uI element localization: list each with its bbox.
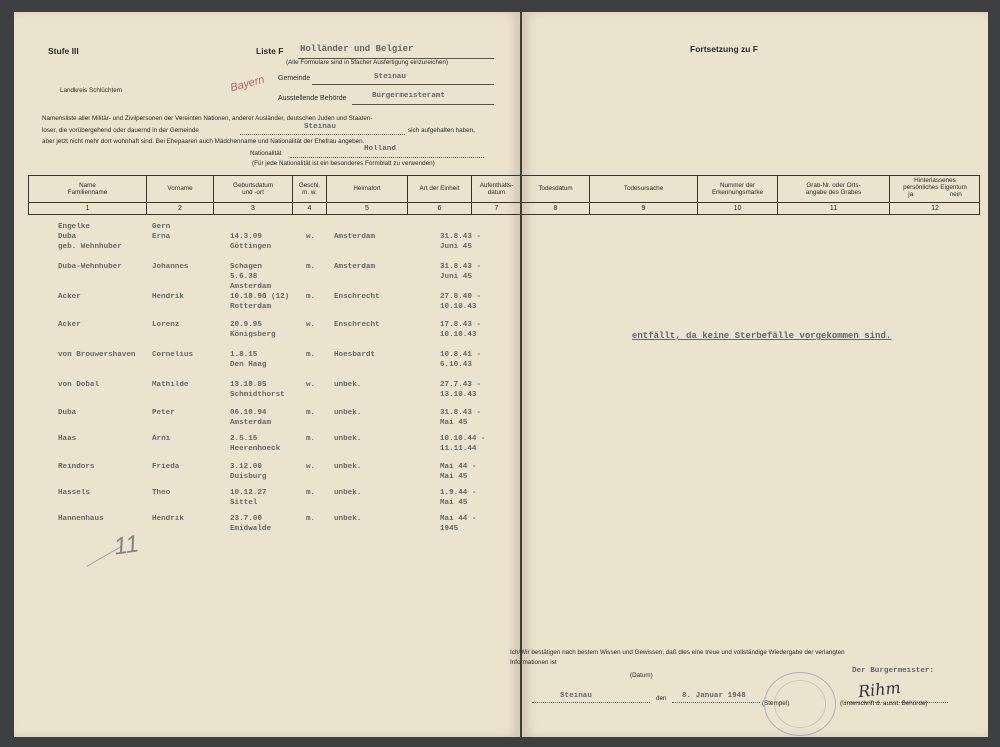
- row-familienname: Reindors: [58, 463, 95, 471]
- row-geschlecht: m.: [306, 515, 316, 523]
- row-familienname: Haas: [58, 435, 77, 443]
- row-aufenthaltsdatum: 31.8.43 - Mai 45: [440, 409, 482, 427]
- row-vorname: Arni: [152, 435, 171, 443]
- row-heimatort: Enschrecht: [334, 321, 380, 329]
- row-aufenthaltsdatum: 31.8.43 - Juni 45: [440, 263, 482, 281]
- row-geschlecht: w.: [306, 233, 316, 241]
- remark-no-deaths: entfällt, da keine Sterbefälle vorgekommen sind.: [632, 331, 892, 341]
- row-familienname: von Brouwershaven: [58, 351, 136, 359]
- row-geburtsdatum: 06.10.94 Amsterdam: [230, 409, 272, 427]
- colnum-6: 6: [408, 203, 472, 214]
- behoerde-label: Ausstellende Behörde: [278, 95, 347, 102]
- row-aufenthaltsdatum: 27.8.40 - 10.10.43: [440, 293, 482, 311]
- left-column-numbers: [28, 202, 520, 215]
- den-label: den: [656, 695, 667, 702]
- header-familienname: Name Familienname: [29, 176, 147, 202]
- table-row: [14, 380, 520, 410]
- header-eigentum: Hinterlassenes persönliches Eigentum ja nein: [903, 177, 967, 199]
- unterschrift-label: (Unterschrift d. ausst. Behörde): [840, 700, 928, 707]
- row-aufenthaltsdatum: 10.10.44 - 11.11.44: [440, 435, 486, 453]
- row-geburtsdatum: 14.3.09 Göttingen: [230, 233, 272, 251]
- signer-title: Der Bürgermeister:: [852, 667, 935, 675]
- formular-note: (Alle Formulare sind in 5facher Ausfertigung einzureichen): [286, 59, 449, 66]
- table-row: [14, 222, 520, 252]
- row-geburtsdatum: 13.10.85 Schmidthorst: [230, 381, 285, 399]
- para-line-1: Namensliste aller Militär- und Zivilpersonen der Vereinten Nationen, anderer Ausländer, deutschen Juden und Staaten-: [42, 115, 373, 122]
- stempel-label: (Stempel): [762, 700, 790, 707]
- colnum-2: 2: [147, 203, 214, 214]
- colnum-1: 1: [29, 203, 147, 214]
- landkreis-label: Landkreis Schlüchtern: [60, 87, 123, 94]
- row-aufenthaltsdatum: 10.8.41 - 6.10.43: [440, 351, 482, 369]
- row-geburtsdatum: Schagen 5.6.38 Amsterdam: [230, 263, 272, 291]
- row-geburtsdatum: 3.12.00 Duisburg: [230, 463, 267, 481]
- row-vorname: Johannes: [152, 263, 189, 271]
- row-geburtsdatum: 23.7.00 Emidwalde: [230, 515, 272, 533]
- row-geburtsdatum: 10.10.90 (12) Rotterdam: [230, 293, 290, 311]
- row-geburtsdatum: 10.12.27 Sittel: [230, 489, 267, 507]
- row-geburtsdatum: 1.8.15 Den Haag: [230, 351, 267, 369]
- datum-label: (Datum): [630, 672, 653, 679]
- colnum-7: 7: [494, 205, 499, 212]
- gemeinde-value: Steinau: [374, 73, 406, 81]
- gemeinde-label: Gemeinde: [278, 75, 311, 82]
- right-page: [510, 12, 988, 737]
- row-aufenthaltsdatum: 31.8.43 - Juni 45: [440, 233, 482, 251]
- row-familienname: Acker: [58, 321, 81, 329]
- row-heimatort: unbek.: [334, 489, 362, 497]
- header-einheit: Art der Einheit: [408, 176, 472, 202]
- row-vorname: Hendrik: [152, 293, 184, 301]
- row-familienname: Hannenhaus: [58, 515, 104, 523]
- eigentum-nein: nein: [949, 191, 962, 199]
- row-heimatort: Hoesbardt: [334, 351, 376, 359]
- row-aufenthaltsdatum: Mai 44 - 1945: [440, 515, 477, 533]
- nationalitaet-value: Holland: [364, 145, 396, 153]
- table-row: [14, 262, 520, 292]
- margin-pencil-note: Bayern: [229, 73, 266, 95]
- eigentum-ja: ja: [908, 191, 914, 199]
- row-heimatort: unbek.: [334, 381, 362, 389]
- header-heimatort: Heimatort: [327, 176, 408, 202]
- para-gemeinde-value: Steinau: [304, 123, 336, 131]
- row-familienname: Duba-Wehnhuber: [58, 263, 122, 271]
- para-line-3: aber jetzt nicht mehr dort wohnhaft sind. Bei Ehepaaren auch Mädchenname und Nationalität der Ehefrau angeben.: [42, 138, 365, 145]
- row-heimatort: Enschrecht: [334, 293, 380, 301]
- row-vorname: Cornelius: [152, 351, 194, 359]
- colnum-12: 12: [931, 205, 939, 212]
- row-heimatort: unbek.: [334, 463, 362, 471]
- pencil-mark: 11: [112, 530, 141, 561]
- colnum-5: 5: [327, 203, 408, 214]
- colnum-9: 9: [590, 203, 698, 214]
- row-geschlecht: m.: [306, 263, 316, 271]
- colnum-8: 8: [522, 203, 590, 214]
- row-vorname: Peter: [152, 409, 175, 417]
- header-erkennungsmarke: Nummer der Erkennungsmarke: [698, 176, 778, 202]
- colnum-4: 4: [293, 203, 327, 214]
- row-vorname: Lorenz: [152, 321, 180, 329]
- left-page: [14, 12, 520, 737]
- table-row: [14, 434, 520, 464]
- row-vorname: Mathilde: [152, 381, 189, 389]
- date-value: 8. Januar 1948: [682, 692, 746, 700]
- header-todesursache: Todesursache: [590, 176, 698, 202]
- certify-line-1: Ich/Wir bestätigen nach bestem Wissen und Gewissen, daß dies eine treue und vollständige Wiedergabe der verlangten: [510, 649, 845, 656]
- row-vorname: Gern Erna: [152, 223, 171, 241]
- header-grab: Grab-Nr. oder Orts- angabe des Grabes: [778, 176, 890, 202]
- row-geburtsdatum: 20.9.95 Königsberg: [230, 321, 276, 339]
- row-familienname: von Dobal: [58, 381, 100, 389]
- row-heimatort: unbek.: [334, 515, 362, 523]
- row-aufenthaltsdatum: 27.7.43 - 13.10.43: [440, 381, 482, 399]
- row-geschlecht: w.: [306, 321, 316, 329]
- table-row: [14, 514, 520, 544]
- header-geschlecht: Geschl. m. w.: [293, 176, 327, 202]
- liste-title: Holländer und Belgier: [300, 44, 414, 54]
- row-aufenthaltsdatum: 1.9.44 - Mai 45: [440, 489, 477, 507]
- row-heimatort: unbek.: [334, 435, 362, 443]
- place-value: Steinau: [560, 692, 592, 700]
- stufe-label: Stufe III: [48, 46, 79, 56]
- nationalitaet-label: Nationalität: [250, 150, 282, 157]
- row-vorname: Hendrik: [152, 515, 184, 523]
- row-familienname: Engelke Duba geb. Wehnhuber: [58, 223, 122, 251]
- row-geschlecht: m.: [306, 351, 316, 359]
- para-line-2b: sich aufgehalten haben,: [408, 127, 475, 134]
- row-vorname: Theo: [152, 489, 171, 497]
- colnum-3: 3: [214, 203, 293, 214]
- colnum-10: 10: [698, 203, 778, 214]
- row-geschlecht: m.: [306, 489, 316, 497]
- right-title: Fortsetzung zu F: [690, 44, 758, 54]
- row-aufenthaltsdatum: 17.8.43 - 10.10.43: [440, 321, 482, 339]
- row-geschlecht: m.: [306, 293, 316, 301]
- left-table-header: [28, 175, 520, 203]
- para-line-2a: loser, die vorübergehend oder dauernd in der Gemeinde: [42, 127, 199, 134]
- formblatt-note: (Für jede Nationalität ist ein besonderes Formblatt zu verwenden): [252, 160, 435, 167]
- row-aufenthaltsdatum: Mai 44 - Mai 45: [440, 463, 477, 481]
- header-vorname: Vorname: [147, 176, 214, 202]
- behoerde-value: Bürgermeisteramt: [372, 92, 445, 100]
- row-familienname: Duba: [58, 409, 77, 417]
- signature: Rihm: [857, 677, 902, 702]
- row-vorname: Frieda: [152, 463, 180, 471]
- right-table-header: [522, 175, 980, 203]
- table-row: [14, 350, 520, 380]
- row-familienname: Hassels: [58, 489, 90, 497]
- header-aufenthaltsdatum: Aufenthalts- datum: [479, 181, 514, 196]
- row-heimatort: Amsterdam: [334, 263, 376, 271]
- row-geburtsdatum: 2.5.15 Heerenhoeck: [230, 435, 281, 453]
- row-geschlecht: m.: [306, 435, 316, 443]
- table-row: [14, 320, 520, 350]
- header-geburtsdatum: Geburtsdatum und -ort: [214, 176, 293, 202]
- row-familienname: Acker: [58, 293, 81, 301]
- right-column-numbers: [522, 202, 980, 215]
- colnum-11: 11: [778, 203, 890, 214]
- row-heimatort: unbek.: [334, 409, 362, 417]
- certify-line-2: Informationen ist: [510, 659, 557, 666]
- table-row: [14, 292, 520, 322]
- row-heimatort: Amsterdam: [334, 233, 376, 241]
- header-todesdatum: Todesdatum: [522, 176, 590, 202]
- row-geschlecht: m.: [306, 409, 316, 417]
- liste-label: Liste F: [256, 46, 284, 56]
- row-geschlecht: w.: [306, 381, 316, 389]
- row-geschlecht: w.: [306, 463, 316, 471]
